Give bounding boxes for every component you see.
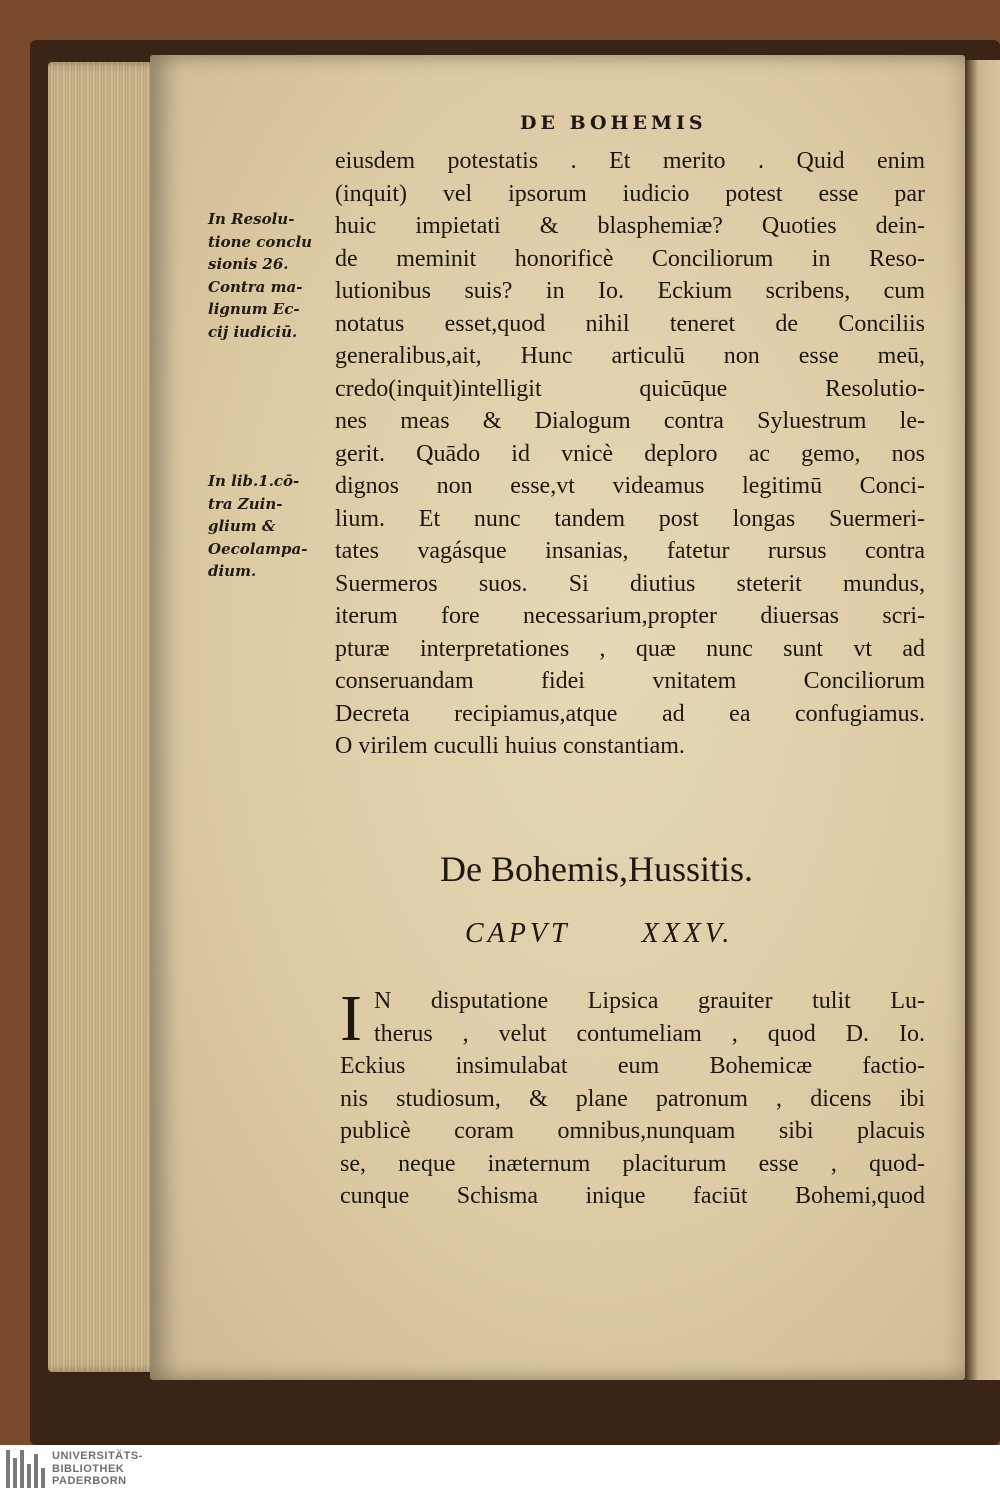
marginal-line: cij iudiciū. [208, 322, 298, 341]
text-line: O virilem cuculli huius constantiam. [335, 733, 685, 759]
logo-line: PADERBORN [52, 1475, 127, 1487]
text-line: (inquit) vel ipsorum iudicio potest esse par [335, 180, 925, 207]
library-logo-icon [6, 1450, 46, 1488]
page-edges [48, 62, 163, 1372]
text-line: tates vagásque insanias, fatetur rursus contra [335, 538, 925, 564]
text-line: pturæ interpretationes , quæ nunc sunt vt ad [335, 635, 925, 662]
text-line: conseruandam fidei vnitatem Conciliorum [335, 668, 925, 694]
marginal-note-1 [208, 208, 333, 343]
marginal-line: In Resolu- [208, 210, 295, 228]
marginal-line: lignum Ec- [208, 300, 300, 318]
text-line: lutionibus suis? in Io. Eckium scribens, cum [335, 278, 925, 304]
text-line: publicè coram omnibus,nunquam sibi placuis [340, 1118, 925, 1144]
running-head: DE BOHEMIS [520, 112, 707, 134]
marginal-line: glium & [208, 517, 276, 535]
text-line: Suermeros suos. Si diutius steterit mundus, [335, 570, 925, 597]
text-line: cunque Schisma inique faciūt Bohemi,quod [340, 1183, 925, 1209]
text-line: credo(inquit)intelligit quicūque Resolutio- [335, 375, 925, 402]
facing-page-edge [964, 60, 1000, 1380]
logo-line: UNIVERSITÄTS- [52, 1450, 143, 1462]
logo-line: BIBLIOTHEK [52, 1462, 125, 1475]
text-line: nis studiosum, & plane patronum , dicens ibi [340, 1085, 925, 1112]
text-line: eiusdem potestatis . Et merito . Quid enim [335, 148, 925, 174]
chapter-number: XXXV. [641, 918, 734, 949]
text-line: de meminit honorificè Conciliorum in Reso- [335, 245, 925, 272]
marginal-line: tione conclu [208, 232, 313, 251]
marginal-note-2 [208, 470, 333, 583]
text-line: se, neque inæternum placiturum esse , quod- [340, 1150, 925, 1177]
marginal-line: dium. [208, 562, 257, 580]
text-line: gerit. Quādo id vnicè deploro ac gemo, nos [335, 440, 925, 467]
text-line: therus , velut contumeliam , quod D. Io. [374, 1020, 925, 1047]
marginal-line: In lib.1.cō- [208, 472, 300, 490]
text-line: generalibus,ait, Hunc articulū non esse meū, [335, 343, 925, 369]
chapter-heading [465, 918, 845, 950]
marginal-line: tra Zuin- [208, 494, 283, 513]
marginal-line: Contra ma- [208, 277, 303, 296]
chapter-label: CAPVT [465, 918, 571, 949]
text-line: lium. Et nunc tandem post longas Suermeri- [335, 505, 925, 532]
text-line: nes meas & Dialogum contra Syluestrum le- [335, 408, 925, 434]
chapter-text [340, 982, 925, 1213]
text-line: dignos non esse,vt videamus legitimū Conci- [335, 473, 925, 499]
text-line: N disputatione Lipsica grauiter tulit Lu- [374, 988, 925, 1014]
library-logo-text [52, 1450, 143, 1488]
marginal-line: sionis 26. [208, 255, 289, 273]
text-line: iterum fore necessarium,propter diuersas scri- [335, 603, 925, 629]
text-line: Decreta recipiamus,atque ad ea confugiamus. [335, 700, 925, 727]
text-line: huic impietati & blasphemiæ? Quoties dein- [335, 213, 925, 239]
body-text [335, 145, 925, 763]
footer-bar [0, 1445, 1000, 1497]
text-line: Eckius insimulabat eum Bohemicæ factio- [340, 1053, 925, 1079]
initial-letter: I [340, 982, 362, 1055]
text-line: notatus esset,quod nihil teneret de Conciliis [335, 310, 925, 337]
section-title: De Bohemis,Hussitis. [440, 849, 754, 889]
marginal-line: Oecolampa- [208, 539, 308, 558]
